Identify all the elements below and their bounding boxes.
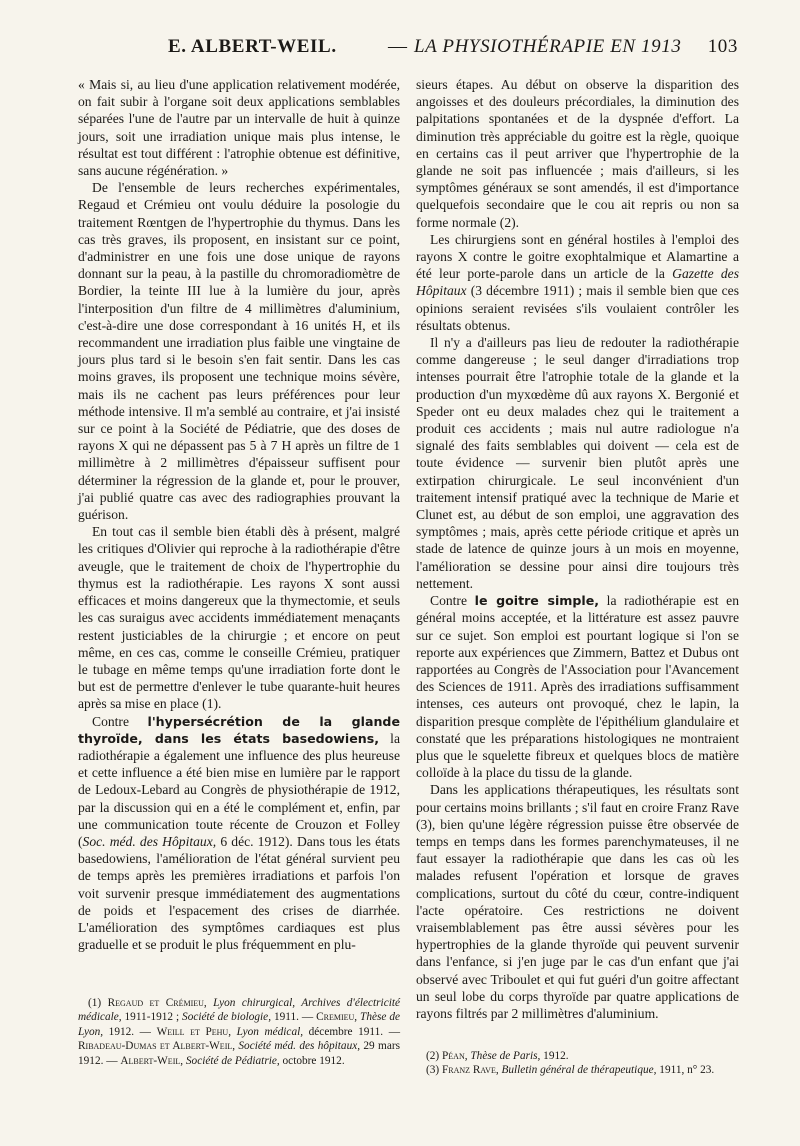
header-title: LA PHYSIOTHÉRAPIE EN 1913	[414, 36, 682, 57]
paragraph: En tout cas il semble bien établi dès à présent, malgré les critiques d'Olivier qui reproche à la radiothérapie d'être aveugle, que le traitement de choix de l'hypertrophie du thymus est la radiothérapie. Les rayons X sont aussi efficaces et moins dangereux que la thymectomie, et seuls les cas suraigus avec accidents immédiatement menaçants restent justiciables de la chirurgie ; et encore on peut même, en ces cas, comme le conseille Crémieu, pratiquer le tubage en même temps qu'une irradiation forte dont le but est de permettre d'enlever le tube quarante-huit heures après sa mise en place (1).	[78, 524, 400, 712]
bold-term: l'hypersécrétion de la glande thyroïde, dans les états basedowiens,	[78, 713, 400, 746]
left-column	[78, 76, 400, 953]
footnotes-left	[78, 996, 400, 1068]
footnote: (3) Franz Rave, Bulletin général de thérapeutique, 1911, n° 23.	[426, 1064, 715, 1077]
journal-title: Soc. méd. des Hôpitaux,	[82, 833, 217, 849]
bold-term: le goitre simple,	[474, 593, 600, 609]
header-dash: —	[388, 36, 408, 57]
header-author: E. ALBERT-WEIL.	[168, 36, 337, 57]
paragraph: Il n'y a d'ailleurs pas lieu de redouter la radiothérapie comme dangereuse ; le seul danger d'irradiations trop intenses pourrait être l'atrophie totale de la glande et la production d'un myxœdème dû aux rayons X. Bergonié et Speder ont eu deux malades chez qui le traitement a produit ces accidents ; mais nul autre radiologue n'a signalé des faits semblables qui doivent — cela est de toute évidence — survenir bien plutôt après une extirpation chirurgicale. Le seul inconvénient d'un traitement intensif pratiqué avec la technique de Marie et Clunet est, au début de son emploi, une aggravation des symptômes ; mais, après cette période critique et après un stade de latence de quinze jours à un mois en moyenne, l'amélioration se dessine pour ainsi dire toujours très nettement.	[416, 335, 739, 591]
paragraph: De l'ensemble de leurs recherches expérimentales, Regaud et Crémieu ont voulu déduire la posologie du traitement Rœntgen de l'hypertrophie du thymus. Dans les cas très graves, ils proposent, en insistant sur ce point, d'administrer en une fois une dose unique de rayons donnant sur la peau, à la pastille du chromoradiomètre de Bordier, la teinte III lue à la lumière du jour, après l'interposition d'un filtre de 4 millimètres d'aluminium, c'est-à-dire une dose correspondant à 16 unités H, et ils recommandent une irradiation plus faible une vingtaine de jours plus tard si le besoin s'en fait sentir. Dans les cas moins graves, ils proposent une technique moins sévère, mais ils ne cachent pas leurs préférences pour leur méthode intensive. Il m'a semblé au contraire, et j'ai insisté sur ce point à la Société de Pédiatrie, que des doses de rayons X qui ne dépassent pas 5 à 7 H après un filtre de 1 millimètre à 2 millimètres d'épaisseur suffisent pour déterminer la régression de la glande et, pour le prouver, j'ai publié quatre cas avec des radiographies prouvant la guérison.	[78, 180, 400, 523]
paragraph: Contre le goitre simple, la radiothérapie est en général moins acceptée, et la littérature est assez pauvre sur ce sujet. Son emploi est pourtant logique si l'on se reporte aux expériences que Zimmern, Battez et Dubus ont rapportées au Congrès de l'Association pour l'Avancement des Sciences de 1911. Après des irradiations suffisamment intenses, ces auteurs ont provoqué, chez le lapin, la disparition presque complète de l'épithélium glandulaire et constaté que les préparations histologiques ne montraient plus que le squelette fibreux et quelques blocs de matière colloïde à la place du tissu de la glande.	[416, 593, 739, 781]
paragraph: « Mais si, au lieu d'une application relativement modérée, on fait subir à l'organe soit deux applications semblables séparées l'une de l'autre par un intervalle de huit à quinze jours, soit une irradiation unique mais plus intense, le résultat est tout différent : l'atrophie obtenue est définitive, sans aucune régénération. »	[78, 77, 400, 179]
footnote: (2) Péan, Thèse de Paris, 1912.	[426, 1050, 569, 1062]
journal-title: Gazette des Hôpitaux	[416, 266, 740, 299]
right-column	[416, 76, 739, 1022]
paragraph: sieurs étapes. Au début on observe la disparition des angoisses et des douleurs précordiales, la diminution des palpitations spontanées et de la dyspnée d'effort. La diminution très appréciable du goitre est la règle, quoique en certains cas il peut arriver que l'hypertrophie de la glande ne soit pas influencée ; mais d'ailleurs, si les symptômes généraux se sont amendés, il est d'importance quelquefois secondaire que le cou ait repris ou non sa forme normale (2).	[416, 77, 739, 230]
paragraph: Dans les applications thérapeutiques, les résultats sont pour certains moins brillants ; s'il faut en croire Franz Rave (3), bien qu'une légère régression puisse être observée de temps en temps dans les formes parenchymateuses, il ne faut essayer la radiothérapie que dans les cas où les malades refusent l'opération et lorsque de graves complications, surtout du côté du cœur, contre-indiquent l'acte opératoire. Ces restrictions ne doivent vraisemblablement pas être aussi sévères pour les hypertrophies de la glande thyroïde qui peuvent survenir dans l'enfance, si j'en juge par le cas d'un enfant que j'ai observé avec Triboulet et qui fut guéri d'un goitre affectant un seul lobe du corps thyroïde par quatre applications de rayons filtrés par 2 millimètres d'aluminium.	[416, 782, 739, 1021]
running-header	[78, 36, 738, 66]
footnote: (1) Regaud et Crémieu, Lyon chirurgical, Archives d'électricité médicale, 1911-1912 ; Société de biologie, 1911. — Cremieu, Thèse de Lyon, 1912. — Weill et Pehu, Lyon médical, décembre 1911. — Ribadeau-Dumas et Albert-Weil, Société méd. des hôpitaux, 29 mars 1912. — Albert-Weil, Société de Pédiatrie, octobre 1912.	[78, 997, 401, 1067]
page-number: 103	[707, 36, 738, 57]
paragraph: Contre l'hypersécrétion de la glande thyroïde, dans les états basedowiens, la radiothérapie a également une influence des plus heureuse et cette influence a été bien mise en lumière par le rapport de Ledoux-Lebard au Congrès de physiothérapie de 1912, par la discussion qui en a été le complément et, enfin, par une communication toute récente de Crouzon et Folley (Soc. méd. des Hôpitaux, 6 déc. 1912). Dans tous les états basedowiens, l'amélioration de l'état général survient peu de temps après les premières irradiations et parfois l'on voit survenir presque immédiatement des augmentations de poids et l'espacement des crises de diarrhée. L'amélioration des symptômes cardiaques est plus graduelle et se produit le plus fréquemment en plu-	[78, 713, 400, 953]
footnotes-right	[416, 1049, 739, 1078]
paragraph: Les chirurgiens sont en général hostiles à l'emploi des rayons X contre le goitre exophtalmique et Alamartine a été leur porte-parole dans un article de la Gazette des Hôpitaux (3 décembre 1911) ; mais il semble bien que ces opinions seraient revisées s'ils voulaient contrôler les résultats obtenus.	[416, 231, 740, 333]
